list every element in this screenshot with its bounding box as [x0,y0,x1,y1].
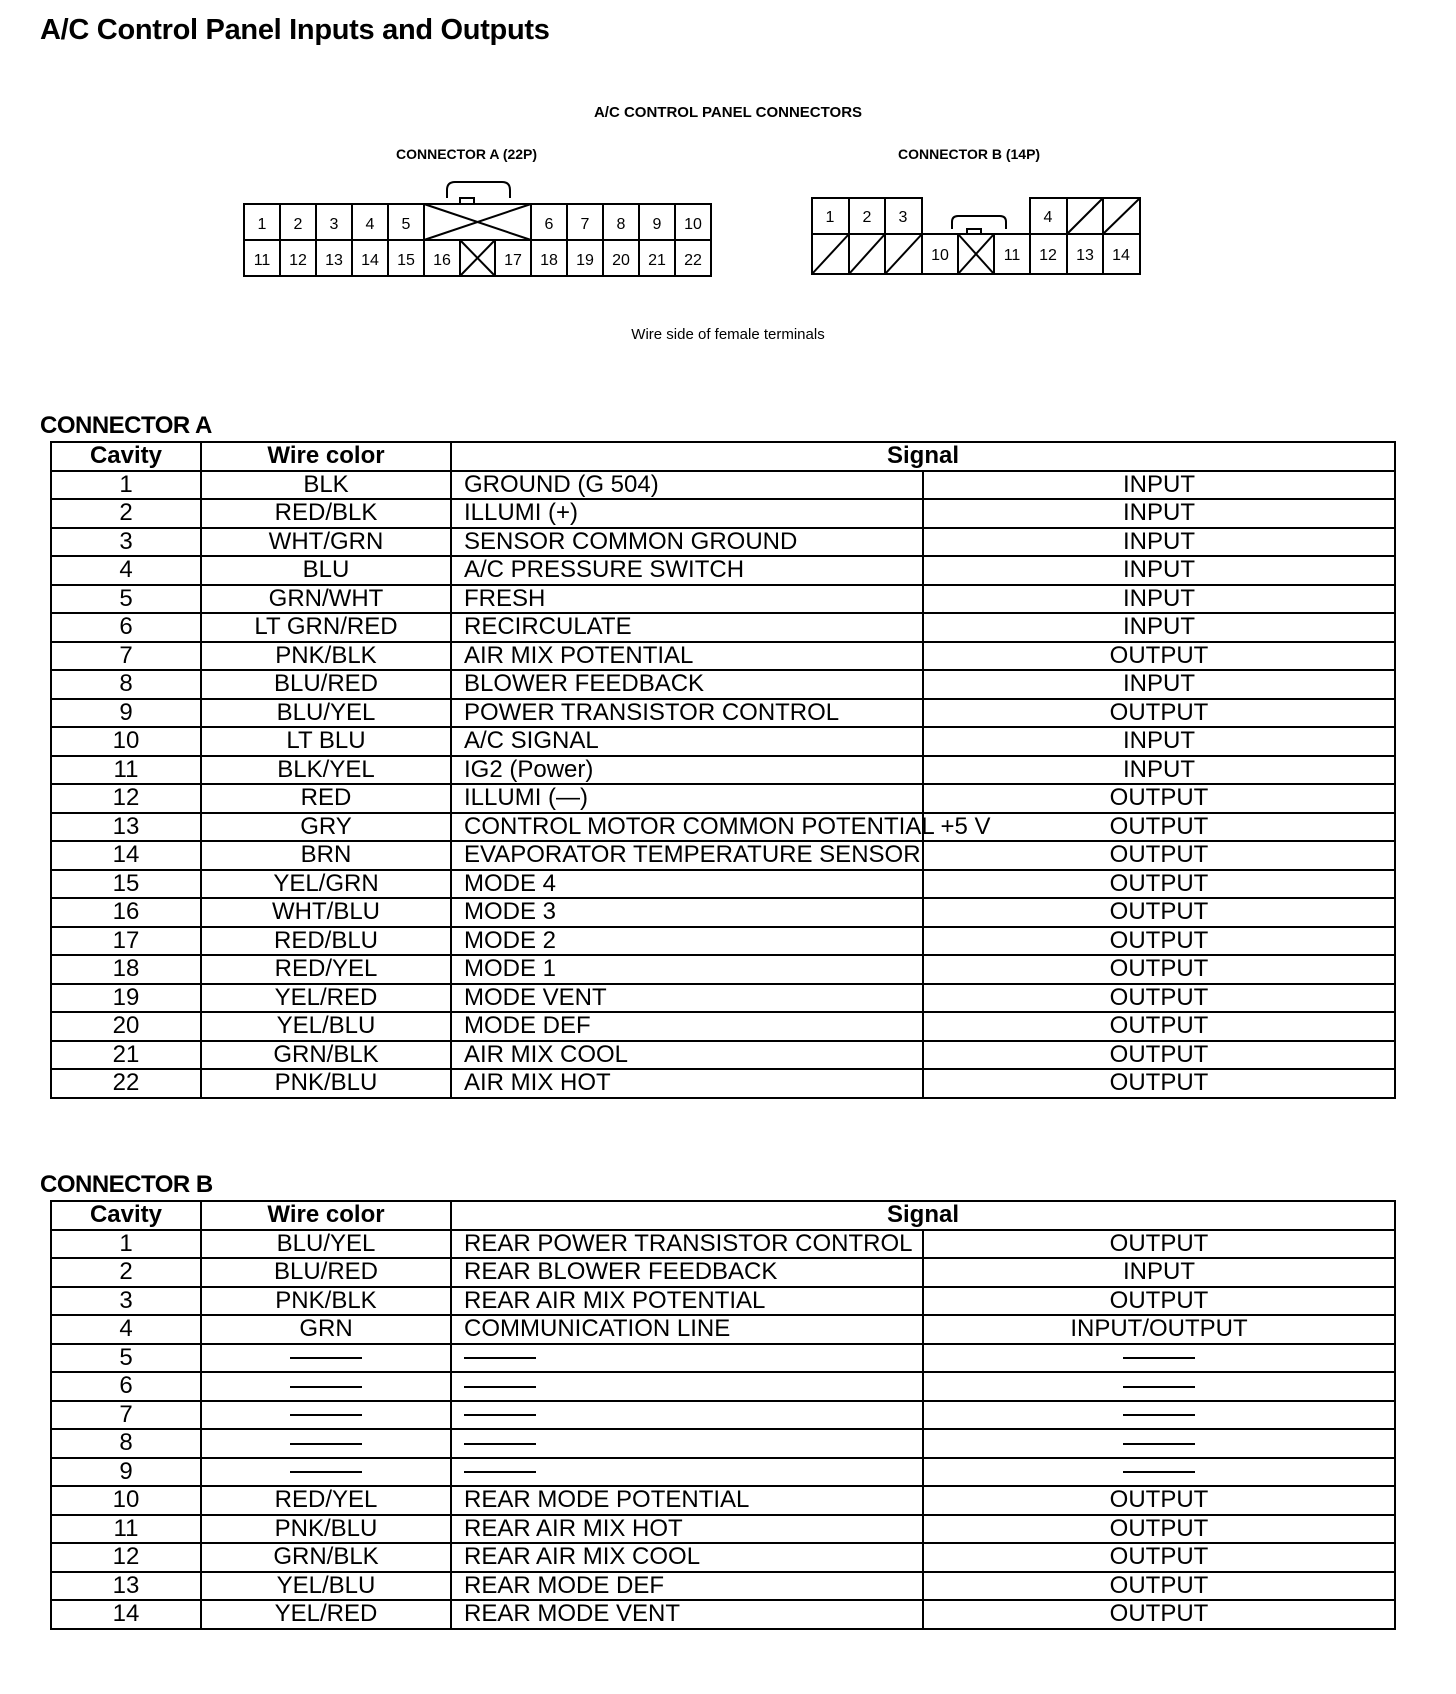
table-row [51,1344,1395,1373]
connector-a-pin: 5 [401,216,411,233]
cavity-cell: 3 [51,528,201,557]
cavity-cell: 21 [51,1041,201,1070]
connector-a-pin: 13 [325,252,343,269]
direction-cell: OUTPUT [923,1515,1395,1544]
signal-cell: MODE VENT [451,984,923,1013]
wire-color-cell: BLK/YEL [201,756,451,785]
table-row [51,1258,1395,1287]
signal-cell: ILLUMI (+) [451,499,923,528]
connector-a-pin: 11 [253,252,271,269]
cavity-cell: 1 [51,471,201,500]
connector-b-pin: 4 [1043,209,1053,226]
table-row [51,955,1395,984]
table-row [51,1486,1395,1515]
direction-cell: OUTPUT [923,1230,1395,1259]
direction-cell: OUTPUT [923,898,1395,927]
unused-dash [290,1357,362,1359]
cavity-cell: 10 [51,1486,201,1515]
table-row [51,1287,1395,1316]
connector-b-pin: 1 [825,209,835,226]
signal-cell: REAR AIR MIX POTENTIAL [451,1287,923,1316]
direction-cell: OUTPUT [923,1012,1395,1041]
table-row [51,613,1395,642]
wire-color-cell: GRN [201,1315,451,1344]
connector-b-pin: 2 [862,209,872,226]
unused-dash [1123,1414,1195,1416]
cavity-cell: 18 [51,955,201,984]
column-header-signal: Signal [451,1201,1395,1230]
wire-color-cell: PNK/BLU [201,1069,451,1098]
table-row [51,1401,1395,1430]
wire-color-cell: BLU/YEL [201,1230,451,1259]
connector-a-pin: 8 [616,216,626,233]
signal-cell: MODE 2 [451,927,923,956]
column-header-wire-color: Wire color [201,442,451,471]
table-row [51,585,1395,614]
signal-cell: REAR MODE POTENTIAL [451,1486,923,1515]
connector-a-pin: 16 [433,252,451,269]
cavity-cell: 2 [51,1258,201,1287]
direction-cell: INPUT [923,471,1395,500]
cavity-cell: 6 [51,1372,201,1401]
unused-dash [464,1414,536,1416]
table-row [51,984,1395,1013]
table-row [51,556,1395,585]
direction-cell [923,1458,1395,1487]
connector-a-table [50,441,1396,1099]
direction-cell: OUTPUT [923,1287,1395,1316]
signal-cell [451,1401,923,1430]
connector-a-pin: 14 [361,252,379,269]
cavity-cell: 22 [51,1069,201,1098]
connector-a-pin: 20 [612,252,630,269]
table-row [51,471,1395,500]
connector-a-pin: 17 [504,252,522,269]
signal-cell [451,1458,923,1487]
connector-a-pin: 1 [257,216,267,233]
connector-b-pin: 13 [1076,247,1094,264]
column-header-wire-color: Wire color [201,1201,451,1230]
table-row [51,699,1395,728]
cavity-cell: 13 [51,813,201,842]
connector-b-diagram-label: CONNECTOR B (14P) [898,146,1041,162]
wire-color-cell [201,1429,451,1458]
direction-cell: OUTPUT [923,1572,1395,1601]
wire-color-cell: GRN/BLK [201,1543,451,1572]
table-row [51,1515,1395,1544]
cavity-cell: 9 [51,699,201,728]
direction-cell: OUTPUT [923,1543,1395,1572]
wire-color-cell: BLU/RED [201,670,451,699]
table-row [51,1069,1395,1098]
signal-cell [451,1372,923,1401]
direction-cell: OUTPUT [923,1600,1395,1629]
direction-cell: INPUT [923,756,1395,785]
cavity-cell: 6 [51,613,201,642]
connector-b-pin: 12 [1039,247,1057,264]
wire-color-cell: WHT/BLU [201,898,451,927]
cavity-cell: 12 [51,784,201,813]
table-row [51,756,1395,785]
cavity-cell: 8 [51,670,201,699]
connector-a-pin: 4 [365,216,375,233]
table-row [51,528,1395,557]
column-header-cavity: Cavity [51,442,201,471]
wire-color-cell: GRN/BLK [201,1041,451,1070]
cavity-cell: 11 [51,756,201,785]
signal-cell: COMMUNICATION LINE [451,1315,923,1344]
table-header-row [51,442,1395,471]
signal-cell: RECIRCULATE [451,613,923,642]
cavity-cell: 20 [51,1012,201,1041]
signal-cell: AIR MIX COOL [451,1041,923,1070]
direction-cell: INPUT [923,613,1395,642]
unused-dash [290,1443,362,1445]
signal-cell: EVAPORATOR TEMPERATURE SENSOR [451,841,923,870]
direction-cell: OUTPUT [923,984,1395,1013]
signal-cell: ILLUMI (—) [451,784,923,813]
direction-cell: INPUT [923,528,1395,557]
cavity-cell: 13 [51,1572,201,1601]
direction-cell: OUTPUT [923,699,1395,728]
direction-cell: OUTPUT [923,1069,1395,1098]
signal-cell: FRESH [451,585,923,614]
direction-cell [923,1344,1395,1373]
direction-cell: OUTPUT [923,1041,1395,1070]
connector-b-table [50,1200,1396,1630]
wire-color-cell [201,1344,451,1373]
signal-cell: GROUND (G 504) [451,471,923,500]
cavity-cell: 14 [51,1600,201,1629]
connector-a-rows [51,471,1395,1098]
cavity-cell: 4 [51,556,201,585]
connector-b-diagram [810,196,1146,282]
table-row [51,1600,1395,1629]
wire-color-cell [201,1401,451,1430]
connector-a-pin: 9 [652,216,662,233]
connector-b-pin: 14 [1112,247,1130,264]
direction-cell [923,1429,1395,1458]
signal-cell: REAR MODE VENT [451,1600,923,1629]
connector-a-pin: 21 [648,252,666,269]
cavity-cell: 7 [51,1401,201,1430]
connector-a-pin: 7 [580,216,590,233]
direction-cell: OUTPUT [923,870,1395,899]
cavity-cell: 11 [51,1515,201,1544]
cavity-cell: 5 [51,1344,201,1373]
column-header-cavity: Cavity [51,1201,201,1230]
wire-color-cell: YEL/BLU [201,1572,451,1601]
table-row [51,898,1395,927]
table-row [51,784,1395,813]
wire-color-cell [201,1458,451,1487]
direction-cell: OUTPUT [923,927,1395,956]
signal-cell: REAR BLOWER FEEDBACK [451,1258,923,1287]
wire-color-cell: YEL/RED [201,984,451,1013]
wire-color-cell: GRN/WHT [201,585,451,614]
direction-cell: INPUT [923,1258,1395,1287]
signal-cell: CONTROL MOTOR COMMON POTENTIAL +5 V [451,813,923,842]
signal-cell: AIR MIX POTENTIAL [451,642,923,671]
wire-color-cell: RED/BLK [201,499,451,528]
connector-a-pin: 22 [684,252,702,269]
signal-cell: A/C PRESSURE SWITCH [451,556,923,585]
table-row [51,727,1395,756]
unused-dash [464,1471,536,1473]
table-row [51,1315,1395,1344]
table-header-row [51,1201,1395,1230]
table-row [51,927,1395,956]
wire-color-cell: BLU [201,556,451,585]
wire-color-cell: PNK/BLU [201,1515,451,1544]
table-row [51,670,1395,699]
cavity-cell: 17 [51,927,201,956]
connector-a-pin: 6 [544,216,554,233]
signal-cell: A/C SIGNAL [451,727,923,756]
table-row [51,841,1395,870]
direction-cell: OUTPUT [923,642,1395,671]
direction-cell: OUTPUT [923,784,1395,813]
unused-dash [290,1414,362,1416]
signal-cell [451,1429,923,1458]
cavity-cell: 14 [51,841,201,870]
column-header-signal: Signal [451,442,1395,471]
direction-cell: INPUT [923,556,1395,585]
connector-a-latch [447,182,510,198]
wire-color-cell: LT GRN/RED [201,613,451,642]
connector-b-pin: 11 [1003,247,1021,264]
unused-dash [1123,1471,1195,1473]
table-row [51,870,1395,899]
page-title: A/C Control Panel Inputs and Outputs [40,14,550,46]
diagram-caption: Wire side of female terminals [631,326,825,343]
wire-color-cell: YEL/GRN [201,870,451,899]
table-row [51,499,1395,528]
table-row [51,1572,1395,1601]
cavity-cell: 3 [51,1287,201,1316]
connector-a-pin: 10 [684,216,702,233]
cavity-cell: 7 [51,642,201,671]
connector-a-pin: 12 [289,252,307,269]
wire-color-cell: BRN [201,841,451,870]
table-row [51,813,1395,842]
signal-cell: AIR MIX HOT [451,1069,923,1098]
wire-color-cell [201,1372,451,1401]
signal-cell: POWER TRANSISTOR CONTROL [451,699,923,728]
connector-b-section-label: CONNECTOR B [40,1171,213,1198]
wire-color-cell: RED [201,784,451,813]
connector-a-pin: 15 [397,252,415,269]
table-row [51,1372,1395,1401]
signal-cell: REAR AIR MIX HOT [451,1515,923,1544]
wire-color-cell: RED/BLU [201,927,451,956]
unused-dash [464,1386,536,1388]
table-row [51,1458,1395,1487]
direction-cell: INPUT [923,499,1395,528]
cavity-cell: 8 [51,1429,201,1458]
connector-a-pin: 2 [293,216,303,233]
table-row [51,1429,1395,1458]
cavity-cell: 4 [51,1315,201,1344]
signal-cell: MODE 4 [451,870,923,899]
direction-cell: INPUT [923,670,1395,699]
direction-cell: INPUT/OUTPUT [923,1315,1395,1344]
unused-dash [290,1386,362,1388]
direction-cell: INPUT [923,585,1395,614]
table-row [51,642,1395,671]
direction-cell: OUTPUT [923,955,1395,984]
cavity-cell: 10 [51,727,201,756]
connector-a-section-label: CONNECTOR A [40,412,212,439]
direction-cell: OUTPUT [923,841,1395,870]
connector-a-pin: 19 [576,252,594,269]
signal-cell: MODE DEF [451,1012,923,1041]
connector-b-pin: 10 [931,247,949,264]
cavity-cell: 12 [51,1543,201,1572]
diagram-heading: A/C CONTROL PANEL CONNECTORS [593,104,863,121]
cavity-cell: 1 [51,1230,201,1259]
signal-cell: SENSOR COMMON GROUND [451,528,923,557]
connector-a-pin: 3 [329,216,339,233]
signal-cell [451,1344,923,1373]
cavity-cell: 5 [51,585,201,614]
unused-dash [464,1443,536,1445]
connector-b-latch [952,216,1006,229]
connector-a-diagram-label: CONNECTOR A (22P) [396,146,538,162]
signal-cell: REAR MODE DEF [451,1572,923,1601]
direction-cell [923,1372,1395,1401]
signal-cell: MODE 1 [451,955,923,984]
signal-cell: MODE 3 [451,898,923,927]
connector-b-pin: 3 [898,209,908,226]
wire-color-cell: LT BLU [201,727,451,756]
cavity-cell: 19 [51,984,201,1013]
connector-a-diagram [240,168,715,280]
wire-color-cell: YEL/RED [201,1600,451,1629]
direction-cell [923,1401,1395,1430]
wire-color-cell: RED/YEL [201,1486,451,1515]
unused-dash [1123,1386,1195,1388]
table-row [51,1543,1395,1572]
direction-cell: INPUT [923,727,1395,756]
unused-dash [1123,1443,1195,1445]
signal-cell: REAR AIR MIX COOL [451,1543,923,1572]
table-row [51,1041,1395,1070]
wire-color-cell: YEL/BLU [201,1012,451,1041]
wire-color-cell: PNK/BLK [201,1287,451,1316]
unused-dash [464,1357,536,1359]
signal-cell: BLOWER FEEDBACK [451,670,923,699]
table-row [51,1230,1395,1259]
wire-color-cell: WHT/GRN [201,528,451,557]
wire-color-cell: BLU/YEL [201,699,451,728]
signal-cell: REAR POWER TRANSISTOR CONTROL [451,1230,923,1259]
connector-b-rows [51,1230,1395,1629]
signal-cell: IG2 (Power) [451,756,923,785]
direction-cell: OUTPUT [923,813,1395,842]
cavity-cell: 2 [51,499,201,528]
connector-a-pin: 18 [540,252,558,269]
cavity-cell: 15 [51,870,201,899]
unused-dash [290,1471,362,1473]
wire-color-cell: BLU/RED [201,1258,451,1287]
cavity-cell: 16 [51,898,201,927]
cavity-cell: 9 [51,1458,201,1487]
direction-cell: OUTPUT [923,1486,1395,1515]
wire-color-cell: GRY [201,813,451,842]
unused-dash [1123,1357,1195,1359]
wire-color-cell: BLK [201,471,451,500]
table-row [51,1012,1395,1041]
wire-color-cell: PNK/BLK [201,642,451,671]
wire-color-cell: RED/YEL [201,955,451,984]
